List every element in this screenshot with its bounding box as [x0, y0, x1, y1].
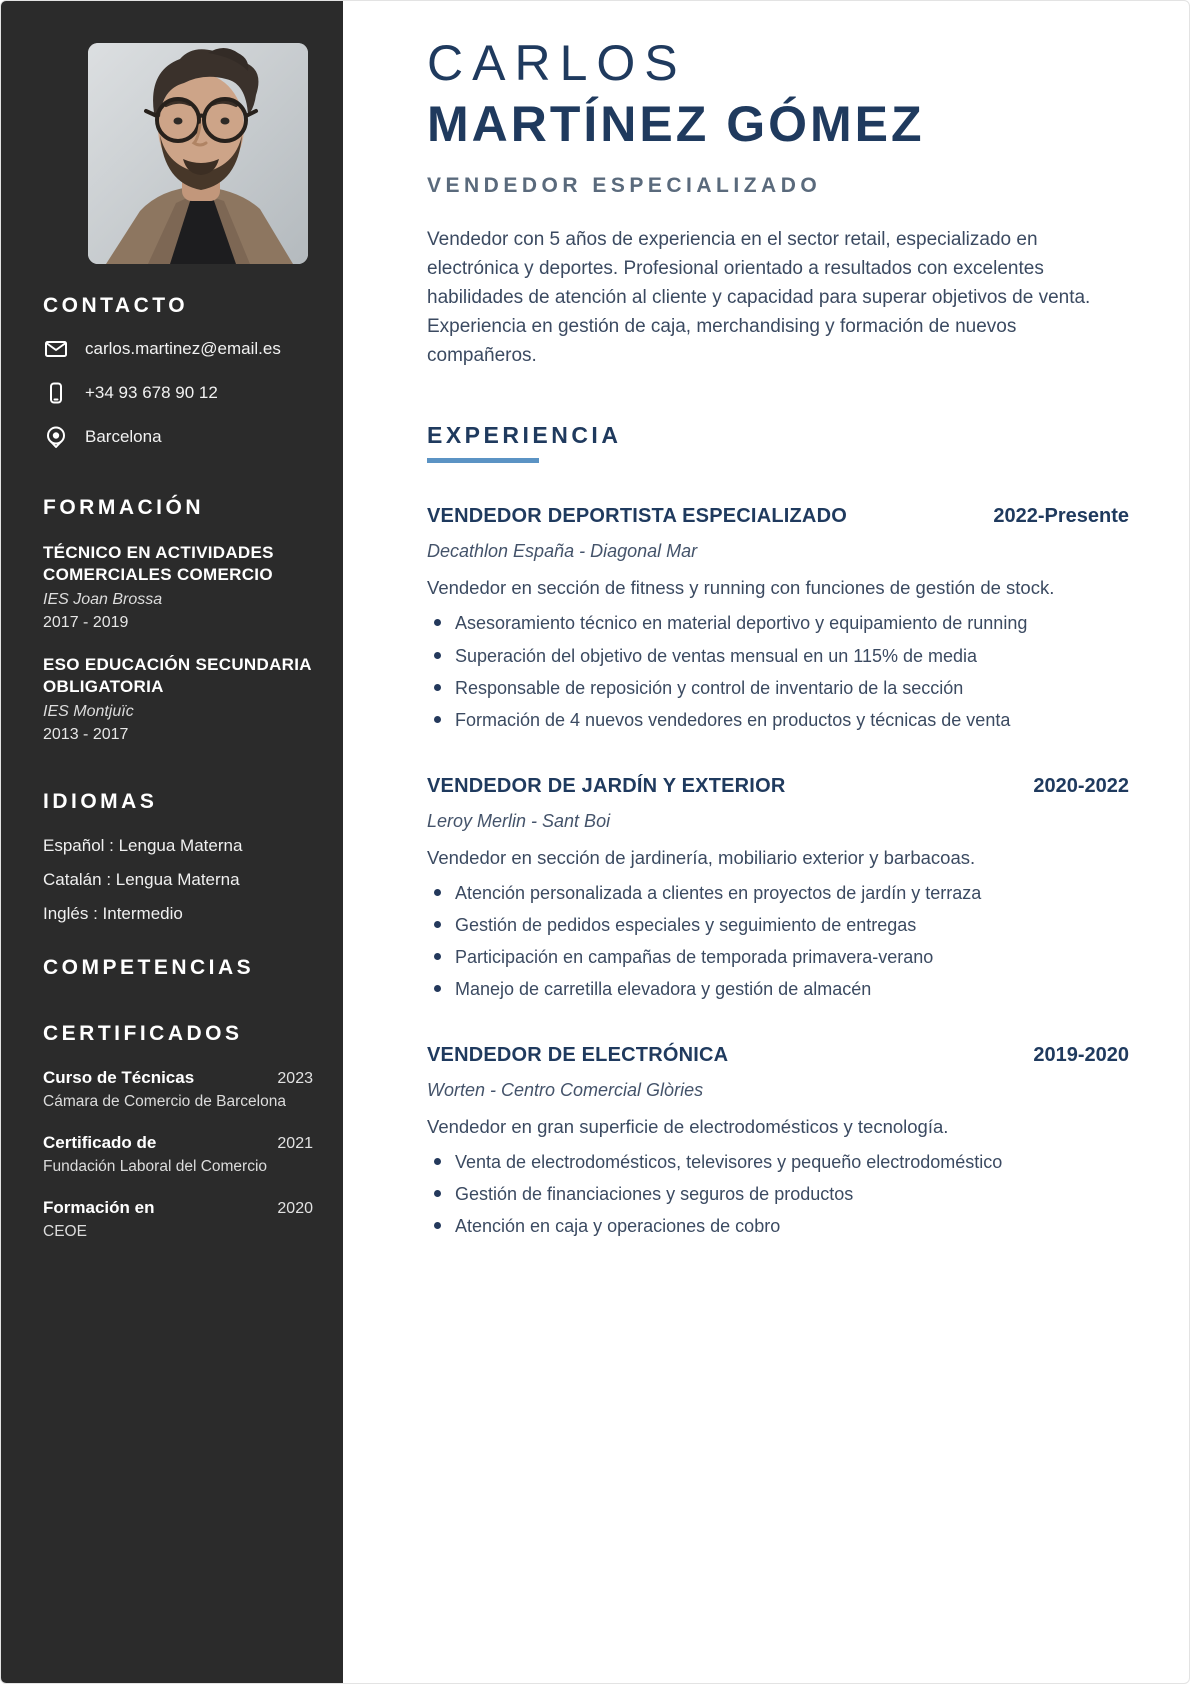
job-description: Vendedor en sección de jardinería, mobiliario exterior y barbacoas.	[427, 846, 976, 868]
language-item: Catalán : Lengua Materna	[43, 869, 240, 889]
bullet-item: Atención en caja y operaciones de cobro	[427, 1214, 1129, 1238]
certificate-name: Formación en	[43, 1197, 155, 1217]
job-dates: 2020-2022	[1033, 774, 1129, 797]
job-company: Decathlon España - Diagonal Mar	[427, 541, 698, 562]
education-entry	[43, 542, 313, 632]
bullet-item: Superación del objetivo de ventas mensual en un 115% de media	[427, 644, 1129, 668]
bullet-item: Manejo de carretilla elevadora y gestión de almacén	[427, 977, 1129, 1001]
bullet-item: Venta de electrodomésticos, televisores y pequeño electrodoméstico	[427, 1150, 1129, 1174]
contact-item-location	[43, 424, 313, 450]
job-bullets	[427, 1150, 1129, 1239]
skills-title: COMPETENCIAS	[43, 955, 255, 979]
job-entry	[427, 775, 1129, 1002]
contact-phone-text: +34 93 678 90 12	[85, 383, 218, 402]
certificate-issuer: Fundación Laboral del Comercio	[43, 1157, 268, 1175]
bullet-item: Gestión de pedidos especiales y seguimiento de entregas	[427, 913, 1129, 937]
degree-title: ESO EDUCACIÓN SECUNDARIA OBLIGATORIA	[43, 654, 312, 697]
certificate-year: 2020	[277, 1199, 313, 1217]
job-entry	[427, 505, 1129, 732]
education-title: FORMACIÓN	[43, 496, 204, 519]
skills-section	[43, 956, 313, 980]
portrait-illustration	[88, 43, 308, 264]
education-entry	[43, 654, 313, 744]
certificate-name: Curso de Técnicas	[43, 1067, 195, 1087]
education-years: 2013 - 2017	[43, 725, 129, 743]
contact-item-email	[43, 336, 313, 362]
phone-icon	[43, 380, 69, 406]
languages-section	[43, 790, 313, 924]
certificate-entry	[43, 1068, 313, 1111]
role-subtitle: VENDEDOR ESPECIALIZADO	[427, 174, 822, 197]
contact-email-text: carlos.martinez@email.es	[85, 339, 281, 358]
certificates-section	[43, 1022, 313, 1241]
sidebar	[1, 1, 343, 1683]
certificate-year: 2021	[277, 1134, 313, 1152]
job-title: VENDEDOR DEPORTISTA ESPECIALIZADO	[427, 505, 847, 528]
education-section	[43, 496, 313, 744]
certificate-entry	[43, 1198, 313, 1241]
summary-text: Vendedor con 5 años de experiencia en el sector retail, especializado en electrónica y deportes. Profesional orientado a resultados con excelentes habilidades de atención al cliente y capacidad para superar objetivos de venta. Experiencia en gestión de caja, merchandising y formación de nuevos compañeros.	[427, 229, 1091, 366]
certificate-issuer: Cámara de Comercio de Barcelona	[43, 1092, 286, 1110]
last-name: MARTÍNEZ GÓMEZ	[427, 95, 925, 152]
certificate-name: Certificado de	[43, 1132, 157, 1152]
bullet-item: Participación en campañas de temporada primavera-verano	[427, 945, 1129, 969]
job-company: Leroy Merlin - Sant Boi	[427, 810, 611, 831]
bullet-item: Responsable de reposición y control de inventario de la sección	[427, 676, 1129, 700]
first-name: CARLOS	[427, 35, 687, 91]
bullet-item: Formación de 4 nuevos vendedores en productos y técnicas de venta	[427, 708, 1129, 732]
contact-location-text: Barcelona	[85, 427, 162, 446]
experience-title: EXPERIENCIA	[427, 422, 621, 463]
language-item: Español : Lengua Materna	[43, 835, 243, 855]
job-title: VENDEDOR DE JARDÍN Y EXTERIOR	[427, 774, 786, 797]
languages-title: IDIOMAS	[43, 789, 158, 813]
profile-photo	[88, 43, 308, 264]
degree-title: TÉCNICO EN ACTIVIDADES COMERCIALES COMERCIO	[43, 543, 274, 585]
job-entry	[427, 1044, 1129, 1239]
job-description: Vendedor en gran superficie de electrodomésticos y tecnología.	[427, 1115, 949, 1137]
certificate-issuer: CEOE	[43, 1222, 87, 1240]
job-bullets	[427, 881, 1129, 1002]
certificate-entry	[43, 1133, 313, 1176]
contact-item-phone	[43, 380, 313, 406]
education-years: 2017 - 2019	[43, 613, 129, 631]
school-name: IES Joan Brossa	[43, 590, 163, 608]
job-dates: 2022-Presente	[993, 505, 1129, 528]
job-bullets	[427, 611, 1129, 732]
bullet-item: Gestión de financiaciones y seguros de productos	[427, 1182, 1129, 1206]
contact-section	[43, 294, 313, 450]
certificate-year: 2023	[277, 1069, 313, 1087]
job-company: Worten - Centro Comercial Glòries	[427, 1079, 704, 1100]
language-item: Inglés : Intermedio	[43, 903, 183, 923]
bullet-item: Asesoramiento técnico en material deportivo y equipamiento de running	[427, 611, 1129, 635]
contact-title: CONTACTO	[43, 294, 189, 317]
bullet-item: Atención personalizada a clientes en proyectos de jardín y terraza	[427, 881, 1129, 905]
school-name: IES Montjuïc	[43, 702, 134, 720]
main-content	[343, 1, 1189, 1683]
job-dates: 2019-2020	[1033, 1043, 1129, 1066]
job-description: Vendedor en sección de fitness y running con funciones de gestión de stock.	[427, 577, 1055, 599]
mail-icon	[43, 336, 69, 362]
location-icon	[43, 424, 69, 450]
certificates-title: CERTIFICADOS	[43, 1021, 243, 1045]
job-title: VENDEDOR DE ELECTRÓNICA	[427, 1043, 729, 1066]
